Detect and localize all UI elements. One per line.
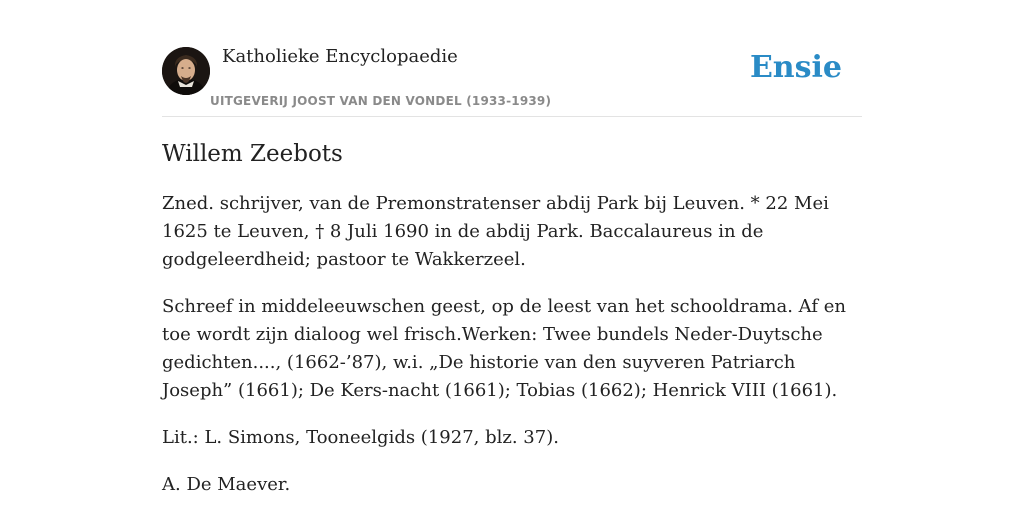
site-header bbox=[162, 44, 862, 117]
entry-content bbox=[162, 138, 862, 512]
ensie-logo-link[interactable]: Ensie bbox=[749, 50, 842, 85]
site-title[interactable]: Katholieke Encyclopaedie bbox=[222, 46, 458, 67]
literature-reference: Lit.: L. Simons, Tooneelgids (1927, blz. 37). bbox=[162, 427, 559, 448]
entry-paragraph: Schreef in middeleeuwschen geest, op de leest van het schooldrama. Af en toe wordt zijn dialoog wel frisch.Werken: Twee bundels Neder-Duytsche gedichten...., (1662-’87), w.i. „De historie van den suyveren Patriarch Joseph” (1661); De Kers-nacht (1661); Tobias (1662); Henrick VIII (1661). bbox=[162, 296, 846, 401]
portrait-avatar[interactable] bbox=[162, 47, 210, 95]
publisher-label: UITGEVERIJ JOOST VAN DEN VONDEL (1933-1939) bbox=[210, 94, 552, 108]
author-signature: A. De Maever. bbox=[162, 474, 291, 495]
portrait-icon bbox=[162, 47, 210, 95]
entry-paragraph: Zned. schrijver, van de Premonstratenser abdij Park bij Leuven. * 22 Mei 1625 te Leuven, † 8 Juli 1690 in de abdij Park. Baccalaureus in de godgeleerdheid; pastoor te Wakkerzeel. bbox=[162, 193, 829, 270]
entry-title: Willem Zeebots bbox=[162, 141, 343, 167]
